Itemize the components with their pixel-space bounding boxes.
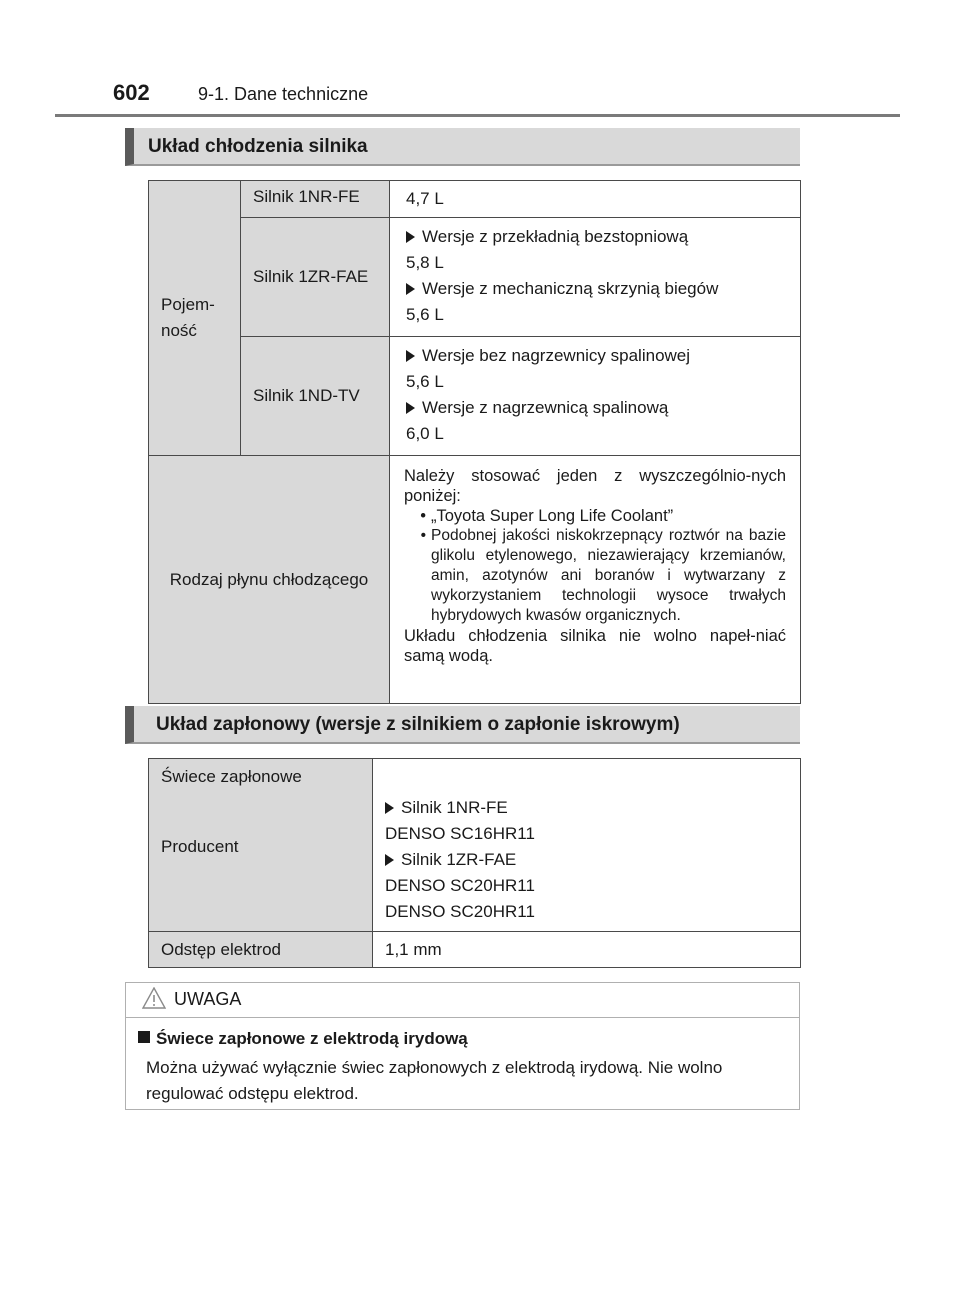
warning-title: Świece zapłonowe z elektrodą irydową (138, 1029, 468, 1049)
list-item: • „Toyota Super Long Life Coolant” (420, 507, 674, 525)
warning-box (125, 982, 800, 1110)
warning-text: Można używać wyłącznie świec zapłonowych z elektrodą irydową. Nie wolno regulować odstępu elektrod. (146, 1058, 723, 1103)
capacity-variants: Wersje bez nagrzewnicy spalinowej 5,6 L Wersje z nagrzewnicą spalinową 6,0 L (390, 337, 801, 456)
spark-plugs-label: Świece zapłonowe (161, 767, 302, 786)
engine-name: Silnik 1ND-TV (241, 337, 390, 456)
arrow-right-icon (406, 350, 415, 362)
engine-name: Silnik 1ZR-FAE (241, 218, 390, 337)
electrode-gap-label: Odstęp elektrod (149, 932, 373, 968)
arrow-right-icon (385, 802, 394, 814)
producer-value: Silnik 1NR-FE DENSO SC16HR11 Silnik 1ZR-FAE DENSO SC20HR11 DENSO SC20HR11 (373, 759, 801, 932)
cooling-table (148, 180, 801, 704)
coolant-intro: Należy stosować jeden z wyszczególnio-nych poniżej: (404, 467, 786, 505)
capacity-variants: Wersje z przekładnią bezstopniową 5,8 L Wersje z mechaniczną skrzynią biegów 5,6 L (390, 218, 801, 337)
chapter-title: 9-1. Dane techniczne (198, 84, 369, 104)
arrow-right-icon (406, 283, 415, 295)
page-number: 602 (113, 80, 150, 105)
electrode-gap-value: 1,1 mm (373, 932, 801, 968)
header-rule (55, 114, 900, 117)
cooling-section-heading: Układ chłodzenia silnika (125, 128, 800, 166)
bullet-square-icon (138, 1031, 150, 1043)
warning-triangle-icon (142, 987, 166, 1014)
warning-header (126, 983, 799, 1018)
engine-name: Silnik 1NR-FE (241, 181, 390, 218)
capacity-value: 4,7 L (390, 181, 801, 218)
coolant-type-value (390, 456, 801, 704)
list-item: • Podobnej jakości niskokrzepnący roztwór na bazie glikolu etylenowego, niezawierający krzemianów, amin, azotynów ani boranów i wytwarzany z wykorzystaniem technologii wysoce trwałych hybrydowych kwasów organicznych. (420, 527, 786, 624)
warning-label: UWAGA (174, 989, 242, 1009)
arrow-right-icon (406, 231, 415, 243)
ignition-table (148, 758, 801, 968)
producer-label: Producent (161, 837, 239, 856)
spark-plug-labels (149, 759, 373, 932)
arrow-right-icon (406, 402, 415, 414)
arrow-right-icon (385, 854, 394, 866)
coolant-type-label: Rodzaj płynu chłodzącego (149, 456, 390, 704)
capacity-label: Pojem- ność (149, 181, 241, 456)
ignition-section-heading: Układ zapłonowy (wersje z silnikiem o zapłonie iskrowym) (125, 706, 800, 744)
coolant-note: Układu chłodzenia silnika nie wolno napeł-niać samą wodą. (404, 627, 786, 665)
